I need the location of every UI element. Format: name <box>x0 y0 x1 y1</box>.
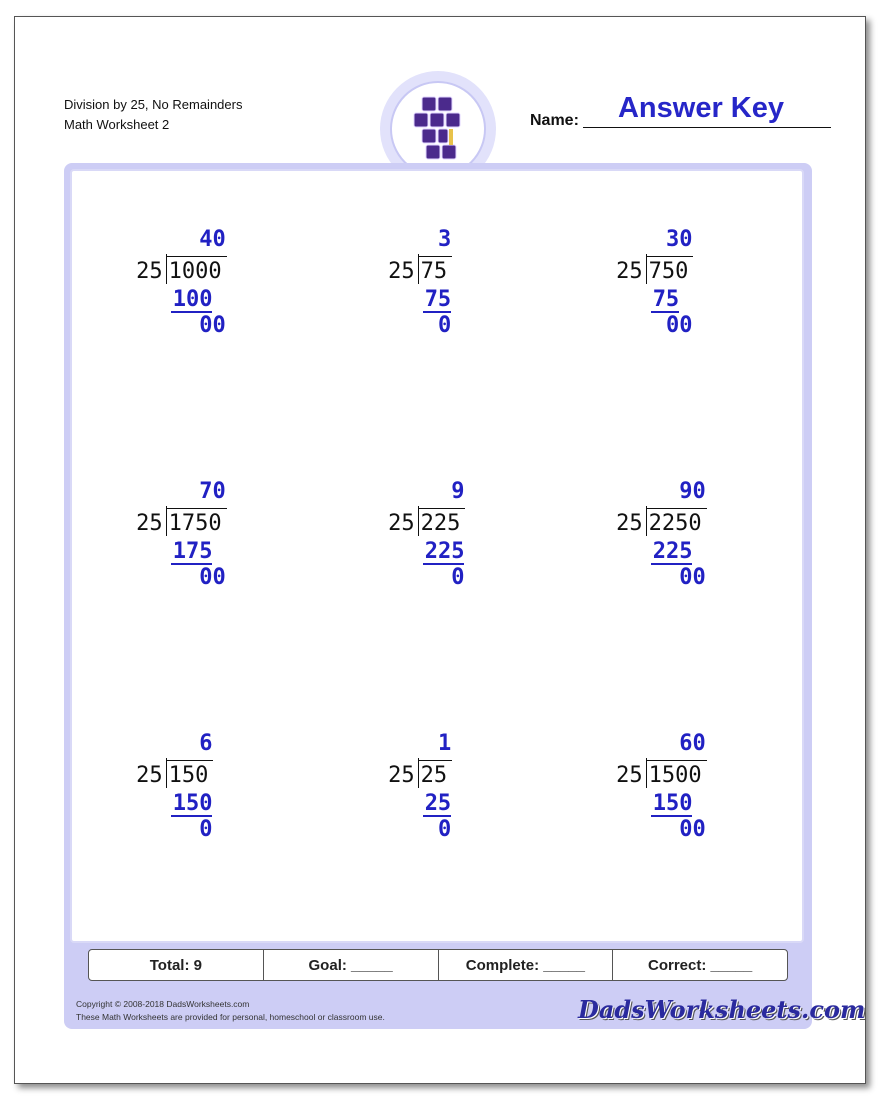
divisor: 25 <box>616 511 643 536</box>
quotient-answer: 1 <box>437 731 452 756</box>
dividend: 1000 <box>168 259 222 284</box>
dividend: 1750 <box>168 511 222 536</box>
subtraction-answer: 150 <box>172 791 213 816</box>
division-bar <box>166 508 227 509</box>
division-bar <box>418 760 453 761</box>
brand-logo: DadsWorksheets.com <box>578 995 866 1024</box>
division-problem <box>136 731 336 851</box>
division-bracket <box>166 506 167 536</box>
divisor: 25 <box>616 259 643 284</box>
division-problem <box>616 479 816 599</box>
remainder-answer: 00 <box>679 817 706 842</box>
copyright-text <box>76 998 385 1024</box>
dividend: 750 <box>648 259 689 284</box>
dividend: 1500 <box>648 763 702 788</box>
dividend: 225 <box>420 511 461 536</box>
division-bracket <box>418 254 419 284</box>
remainder-answer: 0 <box>437 817 452 842</box>
division-bar <box>646 760 707 761</box>
subtraction-answer: 75 <box>424 287 452 312</box>
division-problem <box>616 731 816 851</box>
subtraction-answer: 75 <box>652 287 680 312</box>
division-bracket <box>418 758 419 788</box>
worksheet-subtitle: Math Worksheet 2 <box>64 117 170 132</box>
remainder-answer: 00 <box>679 565 706 590</box>
quotient-answer: 6 <box>199 731 213 756</box>
division-bracket <box>646 254 647 284</box>
quotient-answer: 60 <box>679 731 706 756</box>
division-problem <box>136 227 336 347</box>
dividend: 25 <box>420 763 448 788</box>
name-line <box>583 127 831 128</box>
divisor: 25 <box>136 511 163 536</box>
divisor: 25 <box>616 763 643 788</box>
subtraction-answer: 225 <box>652 539 693 564</box>
remainder-answer: 0 <box>437 313 452 338</box>
dividend: 75 <box>420 259 448 284</box>
quotient-answer: 3 <box>437 227 452 252</box>
remainder-answer: 00 <box>199 313 226 338</box>
remainder-answer: 0 <box>451 565 465 590</box>
division-problem <box>388 731 588 851</box>
division-bar <box>418 508 466 509</box>
subtraction-answer: 175 <box>172 539 213 564</box>
division-problem <box>388 227 588 347</box>
complete-cell: Complete: _____ <box>439 950 614 980</box>
division-bracket <box>166 254 167 284</box>
division-bracket <box>166 758 167 788</box>
division-bar <box>646 256 694 257</box>
division-problem <box>136 479 336 599</box>
divisor: 25 <box>388 511 415 536</box>
division-problem <box>616 227 816 347</box>
subtraction-answer: 225 <box>424 539 465 564</box>
answer-key-label: Answer Key <box>617 92 784 124</box>
goal-cell: Goal: _____ <box>264 950 439 980</box>
divisor: 25 <box>136 763 163 788</box>
quotient-answer: 40 <box>199 227 226 252</box>
division-bar <box>418 256 453 257</box>
remainder-answer: 00 <box>665 313 693 338</box>
divisor: 25 <box>136 259 163 284</box>
remainder-answer: 0 <box>199 817 213 842</box>
remainder-answer: 00 <box>199 565 226 590</box>
quotient-answer: 9 <box>451 479 465 504</box>
division-problem <box>388 479 588 599</box>
quotient-answer: 90 <box>679 479 706 504</box>
usage-line: These Math Worksheets are provided for personal, homeschool or classroom use. <box>76 1012 385 1022</box>
divisor: 25 <box>388 259 415 284</box>
name-label: Name: <box>530 112 579 129</box>
math-tiles-logo-icon <box>392 83 484 175</box>
dividend: 150 <box>168 763 209 788</box>
correct-cell: Correct: _____ <box>648 956 753 974</box>
copyright-line: Copyright © 2008-2018 DadsWorksheets.com <box>76 999 250 1009</box>
divisor: 25 <box>388 763 415 788</box>
subtraction-answer: 25 <box>424 791 452 816</box>
division-bar <box>166 760 214 761</box>
dividend: 2250 <box>648 511 702 536</box>
division-bracket <box>646 758 647 788</box>
division-bracket <box>646 506 647 536</box>
division-bar <box>166 256 227 257</box>
total-cell: Total: 9 <box>89 950 264 980</box>
division-bar <box>646 508 707 509</box>
subtraction-answer: 150 <box>652 791 693 816</box>
quotient-answer: 30 <box>665 227 693 252</box>
subtraction-answer: 100 <box>172 287 213 312</box>
score-table <box>88 949 788 981</box>
quotient-answer: 70 <box>199 479 226 504</box>
worksheet-title: Division by 25, No Remainders <box>64 97 243 112</box>
division-bracket <box>418 506 419 536</box>
